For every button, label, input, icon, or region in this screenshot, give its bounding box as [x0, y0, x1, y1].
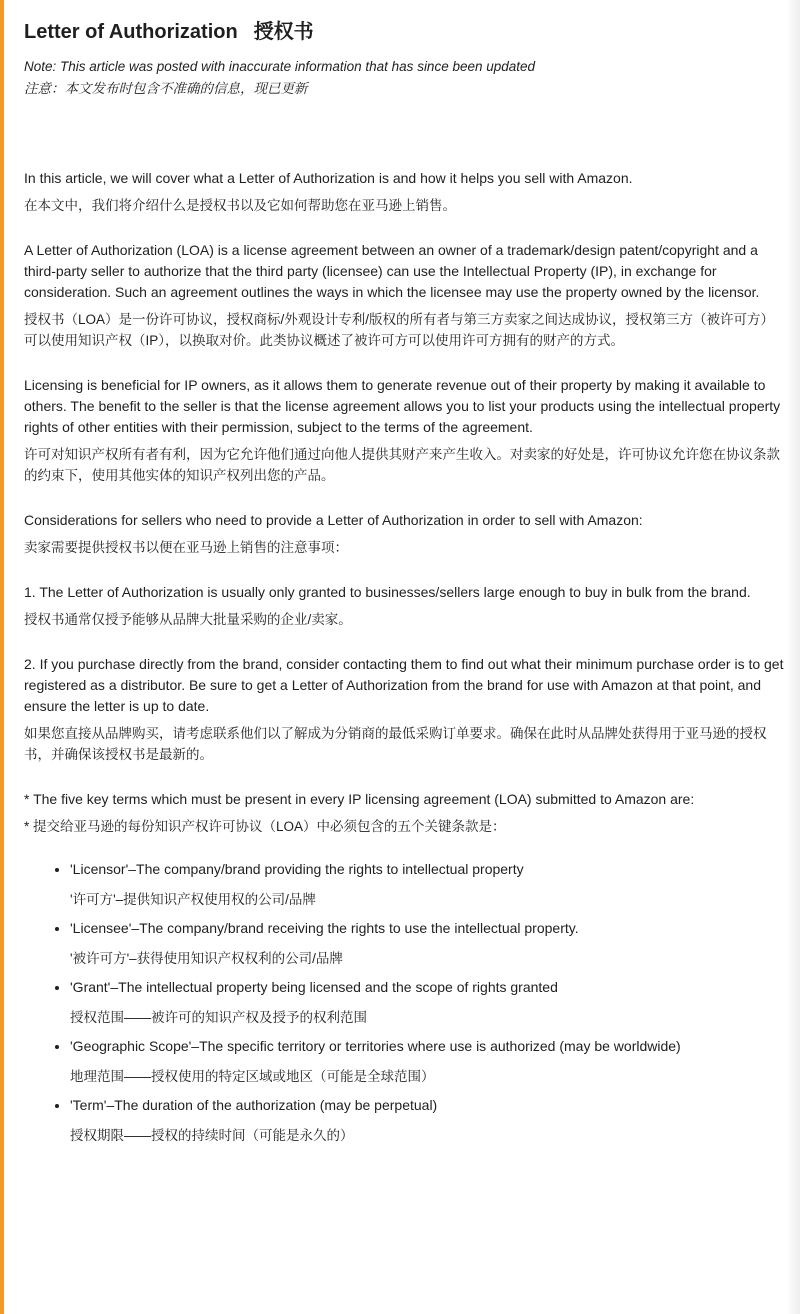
update-note-en: Note: This article was posted with inaccurate information that has since been updated [24, 59, 536, 74]
title-en: Letter of Authorization [24, 21, 238, 43]
paragraph-zh: 如果您直接从品牌购买，请考虑联系他们以了解成为分销商的最低采购订单要求。确保在此时从品牌处获得用于亚马逊的授权书，并确保该授权书是最新的。 [24, 726, 767, 762]
paragraph-point-1 [24, 582, 784, 630]
term-zh: '许可方'–提供知识产权使用权的公司/品牌 [70, 892, 316, 907]
paragraph-zh: 授权书（LOA）是一份许可协议，授权商标/外观设计专利/版权的所有者与第三方卖家之间达成协议，授权第三方（被许可方）可以使用知识产权（IP），以换取对价。此类协议概述了被许可方可以使用许可方拥有的财产的方式。 [24, 312, 775, 348]
term-zh: 授权范围——被许可的知识产权及授予的权利范围 [70, 1010, 367, 1025]
term-en: 'Term'–The duration of the authorization (may be perpetual) [70, 1097, 438, 1113]
list-item-geographic-scope [70, 1036, 784, 1087]
paragraph-considerations [24, 510, 784, 558]
paragraph-zh: 授权书通常仅授予能够从品牌大批量采购的企业/卖家。 [24, 612, 352, 627]
paragraph-point-2 [24, 654, 784, 765]
paragraph-en: A Letter of Authorization (LOA) is a license agreement between an owner of a trademark/design patent/copyright and a third-party seller to authorize that the third party (licensee) can use the Intellectual Property (IP), in exchange for consideration. Such an agreement outlines the ways in which the licensee may use the property owned by the licensor. [24, 242, 760, 300]
key-terms-list [24, 859, 784, 1146]
paragraph-en: 2. If you purchase directly from the brand, consider contacting them to find out what their minimum purchase order is to get registered as a distributor. Be sure to get a Letter of Authorization from the brand for use with Amazon at that point, and ensure the letter is up to date. [24, 656, 784, 714]
paragraph-en: Considerations for sellers who need to provide a Letter of Authorization in order to sell with Amazon: [24, 512, 643, 528]
accent-bar [0, 0, 4, 1314]
update-note-zh: 注意：本文发布时包含不准确的信息，现已更新 [24, 81, 308, 96]
term-en: 'Licensor'–The company/brand providing the rights to intellectual property [70, 861, 524, 877]
scroll-edge [786, 0, 800, 1314]
term-en: 'Grant'–The intellectual property being licensed and the scope of rights granted [70, 979, 558, 995]
paragraph-en: * The five key terms which must be present in every IP licensing agreement (LOA) submitted to Amazon are: [24, 791, 695, 807]
paragraph-zh: 卖家需要提供授权书以便在亚马逊上销售的注意事项： [24, 540, 348, 555]
term-en: 'Geographic Scope'–The specific territory or territories where use is authorized (may be worldwide) [70, 1038, 681, 1054]
article [24, 18, 784, 1154]
term-zh: 地理范围——授权使用的特定区域或地区（可能是全球范围） [70, 1069, 435, 1084]
paragraph-intro [24, 168, 784, 216]
paragraph-en: 1. The Letter of Authorization is usually only granted to businesses/sellers large enough to buy in bulk from the brand. [24, 584, 751, 600]
paragraph-key-terms [24, 789, 784, 837]
title-zh: 授权书 [253, 21, 314, 43]
list-item-term [70, 1095, 784, 1146]
term-en: 'Licensee'–The company/brand receiving the rights to use the intellectual property. [70, 920, 579, 936]
page-title [24, 18, 784, 46]
list-item-grant [70, 977, 784, 1028]
paragraph-zh: * 提交给亚马逊的每份知识产权许可协议（LOA）中必须包含的五个关键条款是： [24, 819, 506, 834]
paragraph-en: In this article, we will cover what a Letter of Authorization is and how it helps you sell with Amazon. [24, 170, 633, 186]
list-item-licensee [70, 918, 784, 969]
paragraph-loa-definition [24, 240, 784, 351]
term-zh: 授权期限——授权的持续时间（可能是永久的） [70, 1128, 354, 1143]
term-zh: '被许可方'–获得使用知识产权权利的公司/品牌 [70, 951, 343, 966]
paragraph-zh: 在本文中，我们将介绍什么是授权书以及它如何帮助您在亚马逊上销售。 [24, 198, 456, 213]
paragraph-zh: 许可对知识产权所有者有利，因为它允许他们通过向他人提供其财产来产生收入。对卖家的好处是，许可协议允许您在协议条款的约束下，使用其他实体的知识产权列出您的产品。 [24, 447, 780, 483]
list-item-licensor [70, 859, 784, 910]
paragraph-en: Licensing is beneficial for IP owners, as it allows them to generate revenue out of their property by making it available to others. The benefit to the seller is that the license agreement allows you to list your products using the intellectual property rights of other entities with their permission, subject to the terms of the agreement. [24, 377, 781, 435]
paragraph-licensing-benefit [24, 375, 784, 486]
